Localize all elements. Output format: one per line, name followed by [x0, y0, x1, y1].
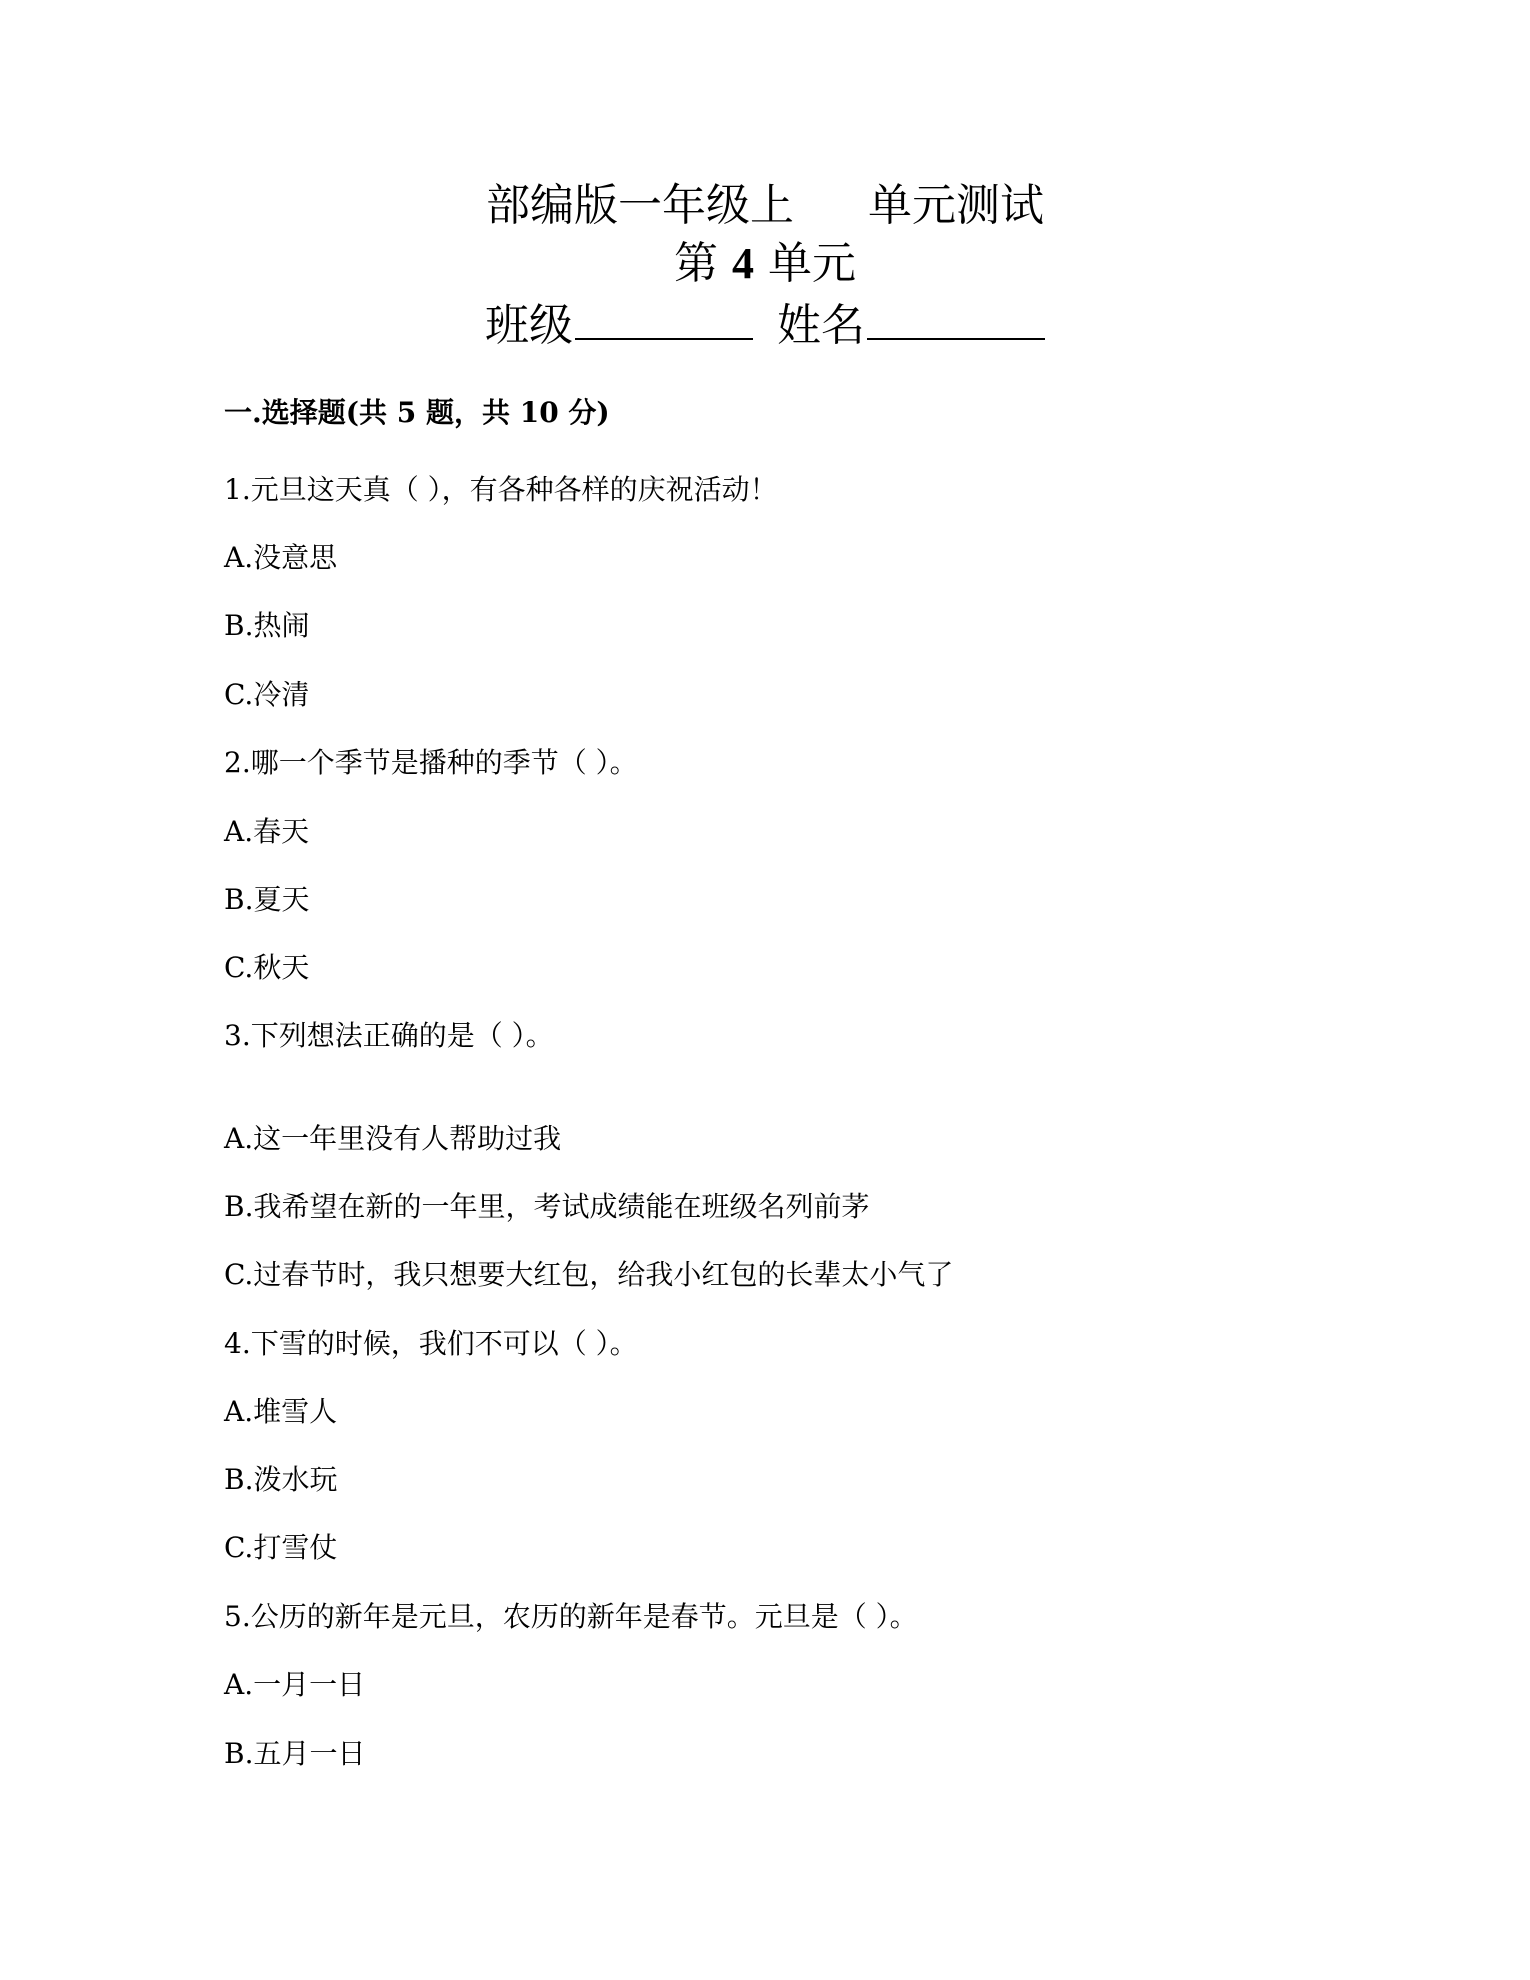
question-2-option-a: A.春天	[224, 815, 310, 848]
unit-number: 4	[732, 239, 754, 288]
question-5-option-b: B.五月一日	[224, 1737, 366, 1770]
question-4-option-a: A.堆雪人	[224, 1395, 338, 1428]
worksheet-title	[0, 178, 1530, 234]
unit-prefix: 第	[674, 238, 718, 289]
question-3-option-c: C.过春节时，我只想要大红包，给我小红包的长辈太小气了	[224, 1258, 954, 1291]
question-2-option-c: C.秋天	[224, 951, 310, 984]
question-4-stem: 4.下雪的时候，我们不可以（ ）。	[224, 1327, 638, 1360]
class-label: 班级	[485, 300, 573, 351]
unit-suffix: 单元	[768, 238, 856, 289]
question-1-stem: 1.元旦这天真（ ），有各种各样的庆祝活动！	[224, 473, 778, 506]
student-info-fields	[0, 294, 1530, 354]
unit-heading	[0, 236, 1530, 292]
question-1-option-a: A.没意思	[224, 541, 338, 574]
title-test: 单元测试	[868, 180, 1044, 231]
question-5-option-a: A.一月一日	[224, 1668, 366, 1701]
question-2-option-b: B.夏天	[224, 883, 310, 916]
question-3-stem: 3.下列想法正确的是（ ）。	[224, 1019, 554, 1052]
section-heading: 一.选择题(共 5 题，共 10 分)	[224, 396, 610, 429]
question-3-option-a: A.这一年里没有人帮助过我	[224, 1122, 562, 1155]
name-label: 姓名	[777, 300, 865, 351]
question-1-option-b: B.热闹	[224, 609, 310, 642]
question-3-option-b: B.我希望在新的一年里，考试成绩能在班级名列前茅	[224, 1190, 870, 1223]
class-blank[interactable]	[575, 294, 753, 340]
question-4-option-c: C.打雪仗	[224, 1531, 338, 1564]
title-grade: 部编版一年级上	[486, 180, 794, 231]
question-5-stem: 5.公历的新年是元旦，农历的新年是春节。元旦是（ ）。	[224, 1600, 918, 1633]
question-4-option-b: B.泼水玩	[224, 1463, 338, 1496]
question-2-stem: 2.哪一个季节是播种的季节（ ）。	[224, 746, 638, 779]
question-1-option-c: C.冷清	[224, 678, 310, 711]
name-blank[interactable]	[867, 294, 1045, 340]
